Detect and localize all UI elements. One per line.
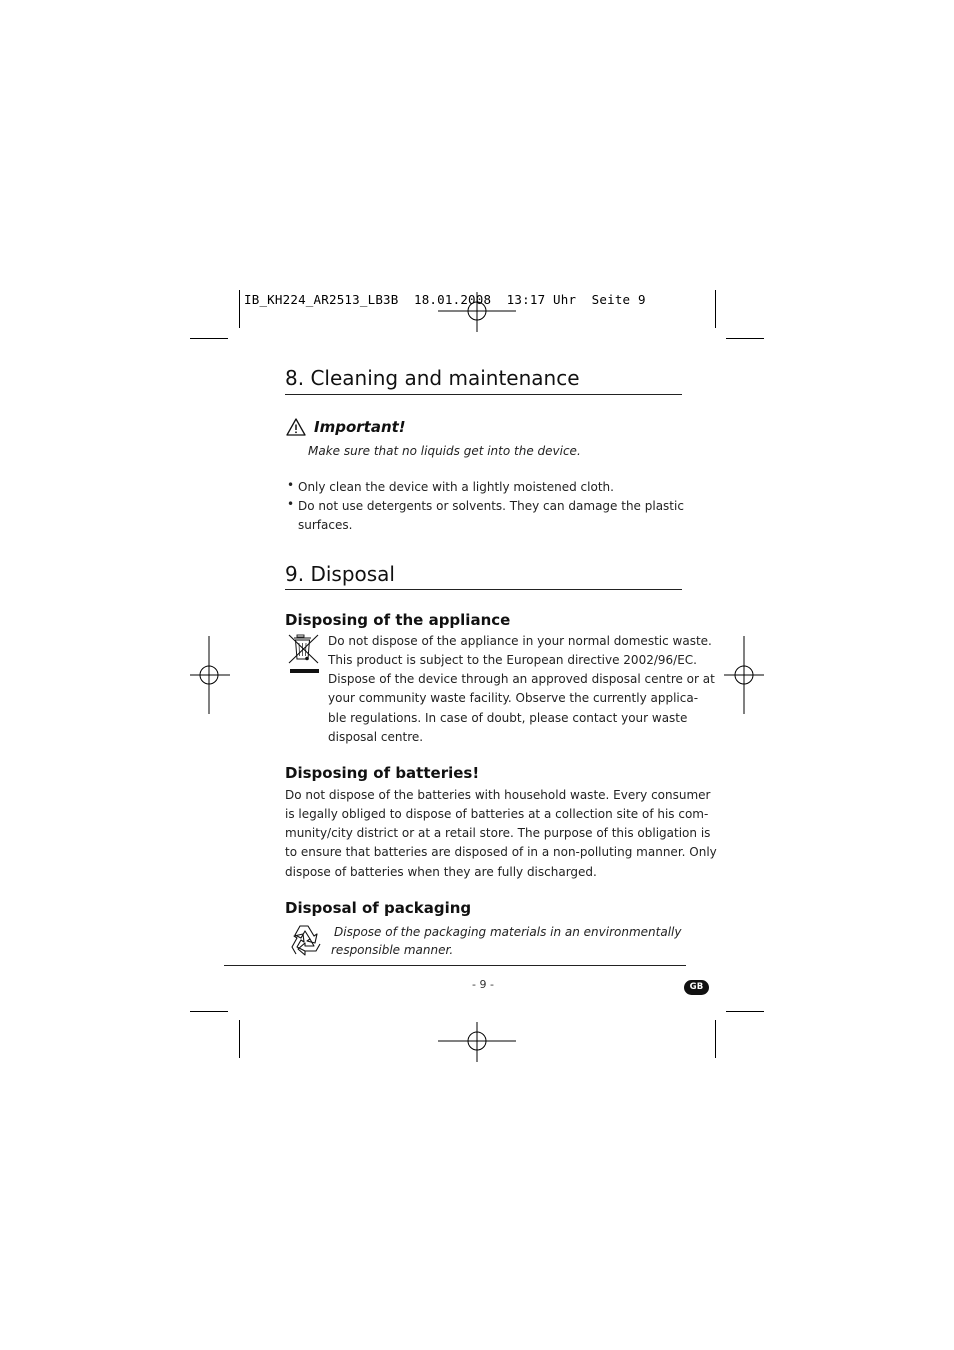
appliance-paragraph-line: Dispose of the device through an approved disposal centre or at bbox=[328, 672, 715, 686]
batteries-paragraph-line: dispose of batteries when they are fully discharged. bbox=[285, 865, 597, 879]
recycle-icon bbox=[286, 922, 326, 960]
appliance-paragraph-line: your community waste facility. Observe the currently applica- bbox=[328, 691, 699, 705]
crop-mark bbox=[190, 1011, 228, 1012]
batteries-paragraph-line: is legally obliged to dispose of batteries at a collection site of his com- bbox=[285, 807, 709, 821]
registration-mark-icon bbox=[724, 636, 764, 714]
appliance-paragraph-line: ble regulations. In case of doubt, please contact your waste bbox=[328, 711, 688, 725]
important-label: Important! bbox=[314, 418, 406, 436]
crop-mark bbox=[190, 338, 228, 339]
section-8-heading: 8. Cleaning and maintenance bbox=[285, 366, 580, 390]
bullet-item: Do not use detergents or solvents. They can damage the plastic bbox=[298, 499, 684, 513]
appliance-paragraph-line: Do not dispose of the appliance in your normal domestic waste. bbox=[328, 634, 712, 648]
packaging-paragraph-line: Dispose of the packaging materials in an environmentally bbox=[334, 925, 682, 939]
footer-rule bbox=[224, 965, 686, 966]
section-9-rule bbox=[285, 589, 682, 590]
crop-mark bbox=[726, 338, 764, 339]
batteries-subheading: Disposing of batteries! bbox=[285, 764, 480, 782]
crop-mark bbox=[715, 290, 716, 328]
batteries-paragraph-line: Do not dispose of the batteries with household waste. Every consumer bbox=[285, 788, 711, 802]
batteries-paragraph-line: munity/city district or at a retail store. The purpose of this obligation is bbox=[285, 826, 711, 840]
warning-icon bbox=[286, 418, 306, 436]
packaging-paragraph-line: responsible manner. bbox=[331, 943, 454, 957]
crop-mark bbox=[239, 1020, 240, 1058]
appliance-subheading: Disposing of the appliance bbox=[285, 611, 511, 629]
registration-mark-icon bbox=[190, 636, 230, 714]
crop-mark bbox=[239, 290, 240, 328]
bullet-marker: • bbox=[287, 478, 295, 492]
page-number: - 9 - bbox=[472, 978, 494, 991]
section-9-heading: 9. Disposal bbox=[285, 562, 395, 586]
packaging-subheading: Disposal of packaging bbox=[285, 899, 472, 917]
registration-mark-icon bbox=[438, 1022, 516, 1062]
crop-mark bbox=[726, 1011, 764, 1012]
weee-crossed-bin-icon bbox=[287, 632, 321, 676]
appliance-paragraph-line: disposal centre. bbox=[328, 730, 424, 744]
crop-mark bbox=[715, 1020, 716, 1058]
batteries-paragraph-line: to ensure that batteries are disposed of in a non-polluting manner. Only bbox=[285, 845, 717, 859]
bullet-marker: • bbox=[287, 497, 295, 511]
print-slug: IB_KH224_AR2513_LB3B 18.01.2008 13:17 Uhr Seite 9 bbox=[244, 292, 646, 307]
appliance-paragraph-line: This product is subject to the European directive 2002/96/EC. bbox=[328, 653, 697, 667]
bullet-item-continuation: surfaces. bbox=[298, 518, 353, 532]
important-text: Make sure that no liquids get into the device. bbox=[308, 444, 581, 458]
bullet-item: Only clean the device with a lightly moistened cloth. bbox=[298, 480, 614, 494]
section-8-rule bbox=[285, 394, 682, 395]
language-badge: GB bbox=[684, 980, 709, 995]
